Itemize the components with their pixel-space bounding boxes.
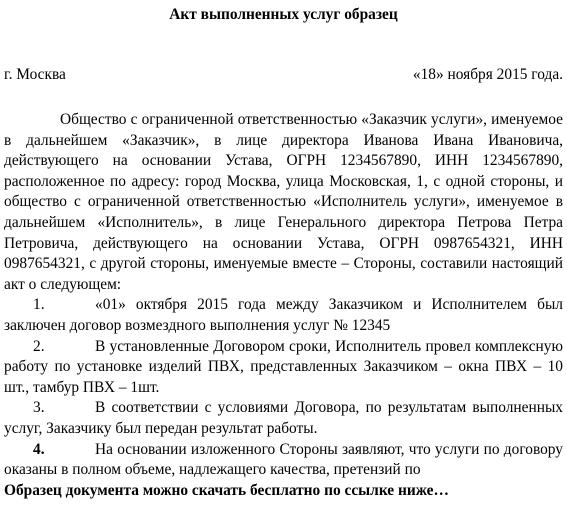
list-item-number: 1. [33,296,45,314]
list-item-text: На основании изложенного Стороны заявляют, что услуги по договору оказаны в полном объеме, надлежащего качества, претензий по [4,440,563,479]
list-item-number: 4. [33,440,45,458]
place-date-line [4,65,563,85]
document-body [4,110,563,501]
download-sample-note: Образец документа можно скачать бесплатно по ссылке ниже… [4,481,449,499]
list-item-text: В соответствии с условиями Договора, по результатам выполненных услуг, Заказчику был передан результат работы. [4,399,563,437]
list-item-text: «01» октября 2015 года между Заказчиком и Исполнителем был заключен договор возмездного выполнения услуг № 12345 [4,296,563,334]
list-item-1 [4,295,563,336]
list-item-text: В установленные Договором сроки, Исполнитель провел комплексную работу по установке изделий ПВХ, представленных Заказчиком – окна ПВХ – 10 шт., тамбур ПВХ – 1шт. [4,337,563,396]
document-city: г. Москва [4,66,66,83]
list-item-3 [4,398,563,439]
intro-paragraph: Общество с ограниченной ответственностью «Заказчик услуги», именуемое в дальнейшем «Заказчик», в лице директора Иванова Ивана Ивановича, действующего на основании Устава, ОГРН 1234567890, ИНН 1234567890, расположенное по адресу: город Москва, улица Московская, 1, с одной стороны, и общество с ограниченной ответственностью «Исполнитель услуги», именуемое в дальнейшем «Исполнитель», в лице Генерального директора Петрова Петра Петровича, действующего на основании Устава, ОГРН 0987654321, ИНН 0987654321, с другой стороны, именуемые вместе – Стороны, составили настоящий акт о следующем: [4,111,563,293]
list-item-4 [4,440,563,481]
list-item-number: 3. [33,399,45,417]
list-item-2 [4,337,563,399]
document-title: Акт выполненных услуг образец [169,6,398,23]
list-item-number: 2. [33,337,45,355]
document-date: «18» ноября 2015 года. [412,66,563,83]
